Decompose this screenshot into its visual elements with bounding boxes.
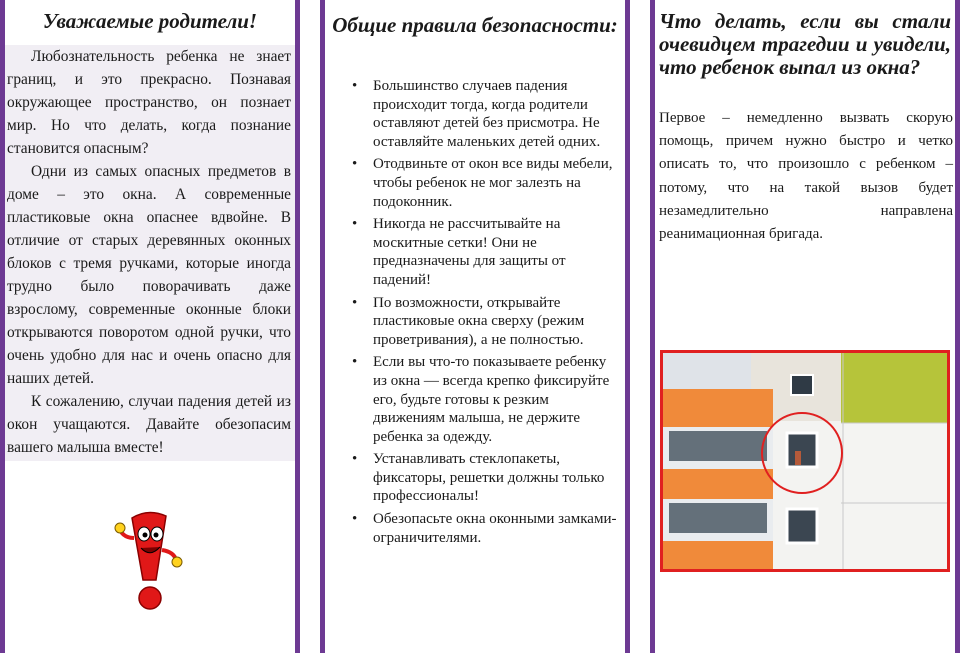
list-item: • Отодвиньте от окон все виды мебели, чтобы ребенок не мог залезть на подоконник. xyxy=(352,156,613,210)
intro-paragraph: К сожалению, случаи падения детей из окон учащаются. Давайте обезопасим вашего малыша вместе! xyxy=(7,393,291,456)
rules-title: Общие правила безопасности: xyxy=(332,13,618,37)
list-item: • Обезопасьте окна оконными замками-ограничителями. xyxy=(352,511,617,546)
list-item: • Устанавливать стеклопакеты, фиксаторы, решетки должны только профессионалы! xyxy=(352,451,605,505)
bullet-icon: • xyxy=(352,294,358,311)
bullet-icon: • xyxy=(352,511,358,528)
bullet-icon: • xyxy=(352,451,358,468)
intro-text xyxy=(5,45,295,461)
parents-title: Уважаемые родители! xyxy=(42,9,258,33)
rules-list xyxy=(325,77,625,547)
exclamation-mascot-icon xyxy=(110,508,190,610)
list-item: • Большинство случаев падения происходит тогда, когда родители оставляют детей без присмотра. Не оставляйте маленьких детей одних. xyxy=(352,78,601,150)
intro-paragraph: Одни из самых опасных предметов в доме – это окна. А современные пластиковые окна опаснее вдвойне. В отличие от старых деревянных оконных блоков с тремя ручками, которые иногда трудно было поворачивать даже взрослому, современные оконные блоки открываются поворотом одной ручки, что очень удобно для нас и очень опасно для наших детей. xyxy=(7,163,291,387)
list-item: • Если вы что-то показываете ребенку из окна — всегда крепко фиксируйте его, будьте готовы к резким движениям малыша, не держите ребенка за одежду. xyxy=(352,354,610,445)
column-safety-rules xyxy=(325,0,625,653)
list-item: • Никогда не рассчитывайте на москитные сетки! Они не предназначены для защиты от падений! xyxy=(352,216,566,288)
intro-paragraph: Любознательность ребенка не знает границ, и это прекрасно. Познавая окружающее пространство, он познает мир. Но что делать, когда познание становится опасным? xyxy=(7,48,291,157)
divider-2a xyxy=(625,0,630,653)
bullet-icon: • xyxy=(352,216,358,233)
bullet-icon: • xyxy=(352,78,358,94)
bullet-icon: • xyxy=(352,156,358,173)
building-window-photo xyxy=(660,350,950,572)
bullet-icon: • xyxy=(352,354,358,371)
list-item: • По возможности, открывайте пластиковые окна сверху (режим проветривания), а не полностью. xyxy=(352,294,585,348)
divider-right xyxy=(955,0,960,653)
emergency-title: Что делать, если вы стали очевидцем трагедии и увидели, что ребенок выпал из окна? xyxy=(659,9,951,79)
divider-1a xyxy=(295,0,300,653)
emergency-text: Первое – немедленно вызвать скорую помощь, причем нужно быстро и четко описать то, что произошло с ребенком – потому, что на такой вызов будет незамедлительно направлена реанимационная бригада. xyxy=(659,110,953,243)
column-parents xyxy=(5,0,295,653)
